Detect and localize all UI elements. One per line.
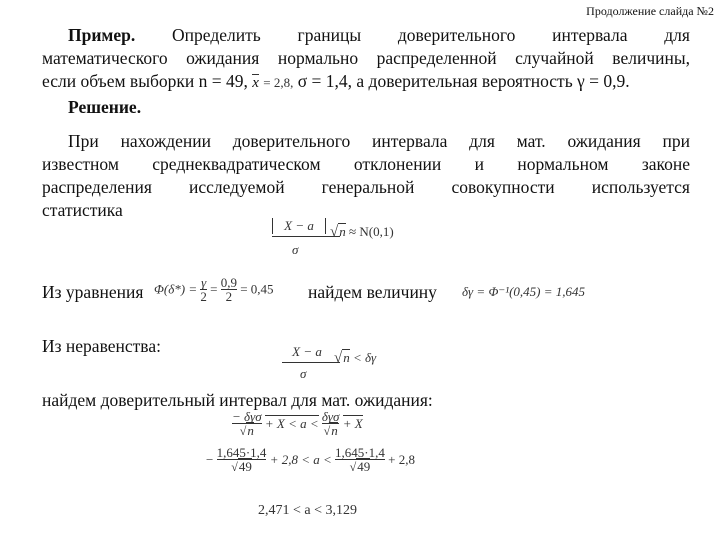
gamma-half-fraction: $\frac{\gamma}{2}$ [200, 275, 207, 304]
solution-line-2: известном среднеквадратическом отклонении и нормальном законе [42, 154, 690, 174]
example-line-2: математического ожидания нормально распределенной случайной величины, [42, 48, 690, 68]
formula-sqrt-n: n [339, 224, 346, 239]
numeric-lower-fraction: $\frac{1,645\cdot 1,4}{√49}$ [216, 445, 267, 474]
example-line-1 [68, 24, 690, 47]
solution-line-1: При нахождении доверительного интервала для мат. ожидания при [68, 131, 690, 151]
equation-label: Из уравнения [42, 282, 144, 302]
formula-numerator: X − a [284, 218, 314, 233]
example-word: для [664, 25, 690, 45]
xbar-value: = 2,8, [263, 75, 294, 90]
laplace-equation: Φ(δ*) = $\frac{\gamma}{2}$ = $\frac{0,9}{2}$ = 0,45 [154, 275, 274, 304]
generic-middle: + X < a < [264, 416, 319, 431]
solution-line-4: статистика [42, 200, 123, 220]
formula-distribution: ≈ N(0,1) [348, 224, 394, 239]
inequality-formula: X − a √n < δγ σ [282, 344, 392, 386]
formula-denominator: σ [292, 242, 299, 257]
numeric-lead-minus: − [206, 452, 214, 467]
example-label: Пример. [68, 25, 136, 45]
inequality-numerator: X − a [292, 344, 322, 359]
example-line-3 [42, 70, 702, 95]
example-word: интервала [552, 25, 628, 45]
example-word: доверительного [397, 25, 516, 45]
laplace-phi: Φ(δ*) = [154, 281, 198, 297]
interval-result: 2,471 < a < 3,129 [258, 503, 358, 518]
solution-label: Решение. [68, 97, 142, 117]
interval-generic-formula [232, 410, 363, 444]
numeric-tail: + 2,8 [388, 452, 415, 467]
solution-line-3: распределения исследуемой генеральной совокупности используется [42, 177, 690, 197]
slide-continuation-label: Продолжение слайда №2 [586, 4, 714, 18]
xbar-symbol: x [252, 75, 259, 91]
example-word: границы [297, 25, 362, 45]
delta-gamma-expression: δγ = Φ⁻¹(0,45) = 1,645 [462, 284, 586, 299]
upper-bound-fraction: $\frac{\text{δγσ}}{√n}$ [321, 409, 340, 438]
interval-label: найдем доверительный интервал для мат. ожидания: [42, 390, 433, 410]
numeric-middle: + 2,8 < a < [269, 452, 332, 467]
inequality-sqrt-n: n [343, 350, 350, 365]
value-half-fraction: $\frac{0,9}{2}$ [220, 275, 237, 304]
interval-numeric-formula [206, 446, 415, 484]
example-word: Определить [172, 25, 261, 45]
half-value: = 0,45 [240, 281, 274, 297]
generic-tail: + X [342, 416, 363, 431]
find-value-text: найдем величину [308, 282, 437, 302]
inequality-relation: < δγ [352, 350, 377, 365]
example-sample-size: если объем выборки n = 49, [42, 71, 248, 91]
lower-bound-fraction: $\frac{\text{− δγσ}}{√n}$ [232, 409, 262, 438]
example-params: σ = 1,4, а доверительная вероятность γ = 0,9. [297, 71, 630, 91]
inequality-label: Из неравенства: [42, 336, 161, 356]
statistic-formula: X − a √n ≈ N(0,1) σ [272, 218, 402, 264]
numeric-upper-fraction: $\frac{1,645\cdot 1,4}{√49}$ [335, 445, 385, 474]
inequality-denominator: σ [300, 366, 307, 381]
